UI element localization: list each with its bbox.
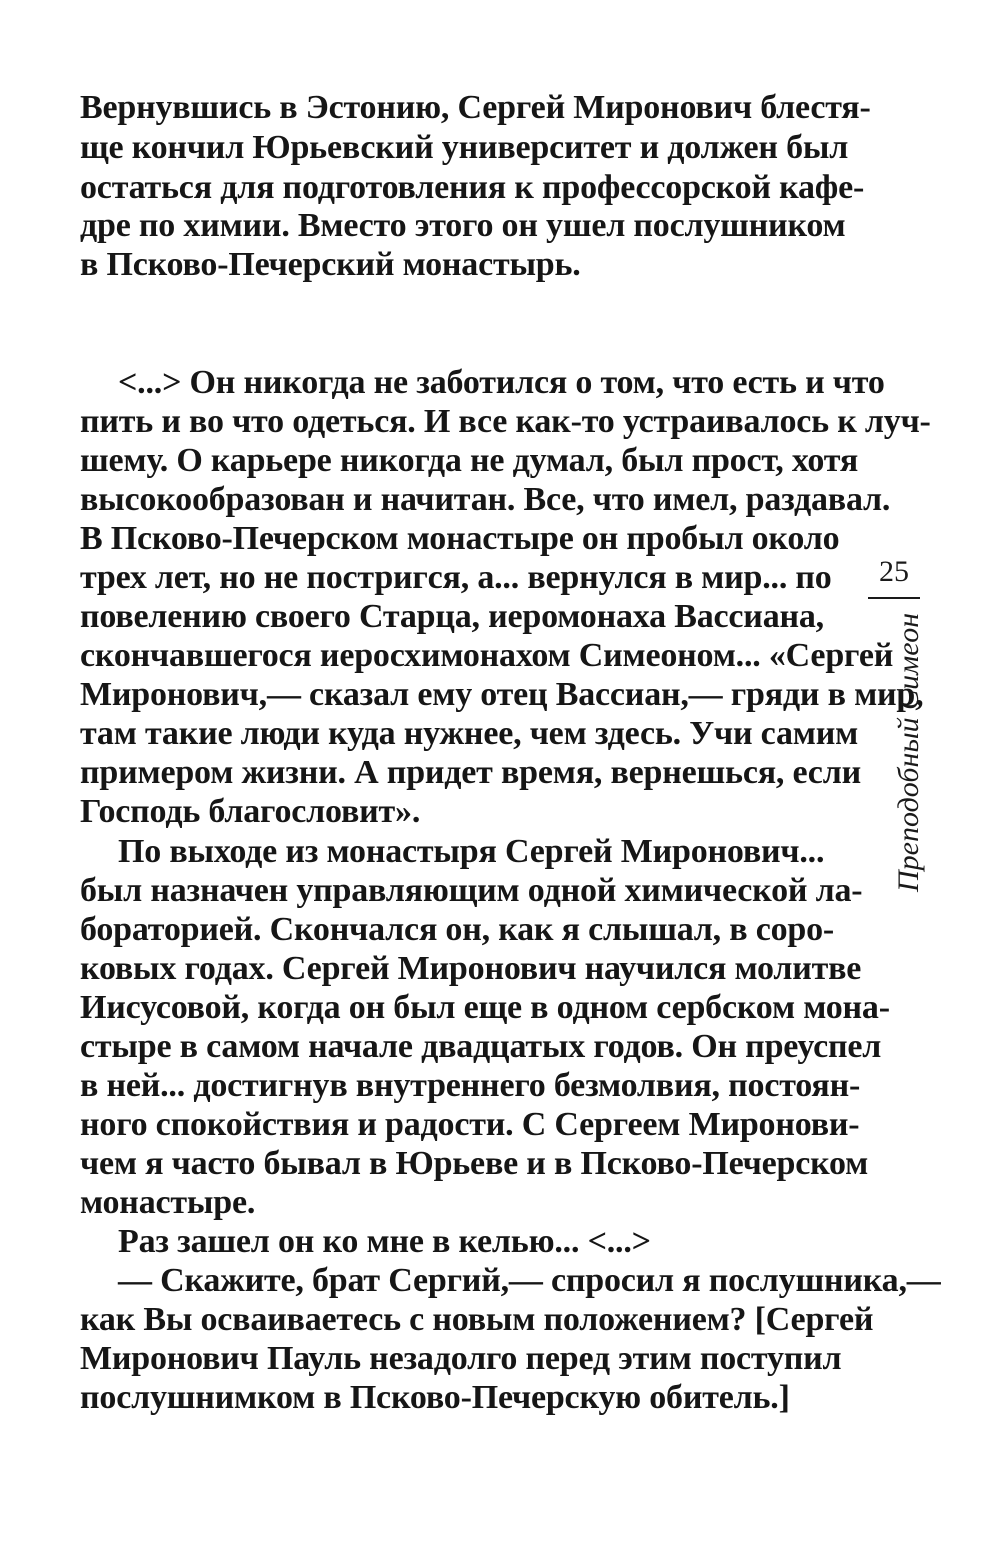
text-line: По выходе из монастыря Сергей Миронович... bbox=[118, 833, 825, 870]
running-head-title: Преподобный Симеон bbox=[892, 612, 925, 892]
text-line: пить и во что одеться. И все как-то устраивалось к луч- bbox=[80, 403, 931, 440]
text-line: Господь благословит». bbox=[80, 793, 421, 830]
text-line: был назначен управляющим одной химической ла- bbox=[80, 872, 863, 909]
text-line: ще кончил Юрьевский университет и должен был bbox=[80, 129, 849, 166]
text-line: Раз зашел он ко мне в келью... <...> bbox=[118, 1223, 651, 1260]
text-line: шему. О карьере никогда не думал, был прост, хотя bbox=[80, 442, 859, 479]
running-head-divider bbox=[868, 597, 920, 599]
text-line: остаться для подготовления к профессорской кафе- bbox=[80, 169, 865, 206]
text-line: послушнимком в Псково-Печерскую обитель.] bbox=[80, 1379, 790, 1416]
text-line: трех лет, но не постригся, а... вернулся в мир... по bbox=[80, 559, 832, 596]
text-line: В Псково-Печерском монастыре он пробыл около bbox=[80, 520, 840, 557]
text-line: высокообразован и начитан. Все, что имел, раздавал. bbox=[80, 481, 891, 518]
text-line: бораторией. Скончался он, как я слышал, в соро- bbox=[80, 911, 835, 948]
text-line: в ней... достигнув внутреннего безмолвия, постоян- bbox=[80, 1067, 861, 1104]
text-line: скончавшегося иеросхимонахом Симеоном... «Сергей bbox=[80, 637, 894, 674]
text-line: чем я часто бывал в Юрьеве и в Псково-Печерском bbox=[80, 1145, 869, 1182]
text-line: там такие люди куда нужнее, чем здесь. Учи самим bbox=[80, 715, 859, 752]
text-line: повелению своего Старца, иеромонаха Вассиана, bbox=[80, 598, 824, 635]
text-line: — Скажите, брат Сергий,— спросил я послушника,— bbox=[118, 1262, 941, 1299]
text-line: <...> Он никогда не заботился о том, что есть и что bbox=[118, 364, 885, 401]
text-line: ного спокойствия и радости. С Сергеем Миронови- bbox=[80, 1106, 860, 1143]
text-line: Миронович Пауль незадолго перед этим поступил bbox=[80, 1340, 842, 1377]
text-line: стыре в самом начале двадцатых годов. Он преуспел bbox=[80, 1028, 882, 1065]
text-line: Миронович,— сказал ему отец Вассиан,— гряди в мир, bbox=[80, 676, 924, 713]
text-line: Иисусовой, когда он был еще в одном сербском мона- bbox=[80, 989, 890, 1026]
text-line: Вернувшись в Эстонию, Сергей Миронович блестя- bbox=[80, 89, 871, 126]
page-number: 25 bbox=[879, 555, 909, 588]
text-line: примером жизни. А придет время, вернешься, если bbox=[80, 754, 861, 791]
text-line: ковых годах. Сергей Миронович научился молитве bbox=[80, 950, 862, 987]
text-line: как Вы осваиваетесь с новым положением? [Сергей bbox=[80, 1301, 874, 1338]
text-line: в Псково-Печерский монастырь. bbox=[80, 246, 581, 283]
text-line: дре по химии. Вместо этого он ушел послушником bbox=[80, 207, 846, 244]
text-line: монастыре. bbox=[80, 1184, 256, 1221]
